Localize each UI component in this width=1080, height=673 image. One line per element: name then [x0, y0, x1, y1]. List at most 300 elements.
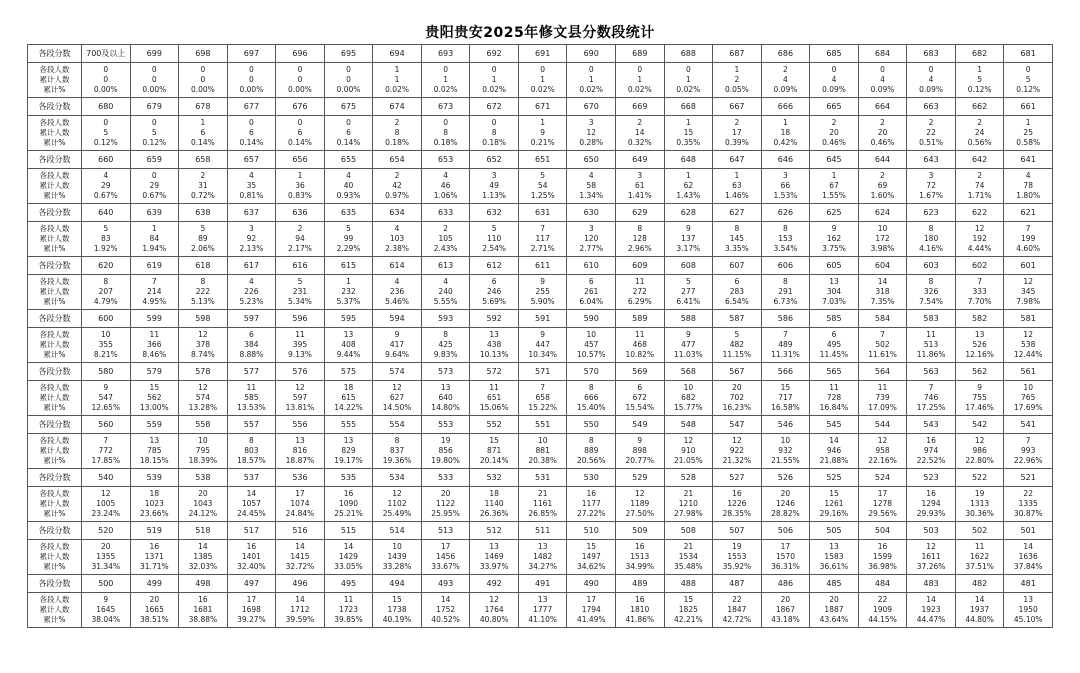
cumulative-count: 5 — [977, 75, 982, 84]
score-label: 各段分数 — [28, 204, 82, 222]
stats-cell — [130, 63, 179, 98]
cumulative-count: 1294 — [921, 499, 941, 508]
cumulative-count: 1497 — [581, 552, 601, 561]
cumulative-percent: 21.55% — [771, 456, 800, 465]
cumulative-count: 1023 — [144, 499, 164, 508]
stats-cell — [664, 328, 713, 363]
cumulative-percent: 36.61% — [819, 562, 849, 571]
segment-count: 4 — [588, 171, 594, 180]
stats-cell — [130, 275, 179, 310]
segment-count: 12 — [635, 489, 645, 498]
stats-cell — [518, 222, 567, 257]
cumulative-count: 658 — [535, 393, 550, 402]
cumulative-count: 1456 — [436, 552, 456, 561]
stats-cell — [616, 434, 665, 469]
cumulative-percent: 39.59% — [285, 615, 315, 624]
segment-count: 13 — [295, 436, 305, 445]
stats-cell — [227, 116, 276, 151]
segment-count: 22 — [1023, 489, 1033, 498]
cumulative-count: 1681 — [193, 605, 213, 614]
cumulative-percent: 0.46% — [870, 138, 895, 147]
score-cell: 636 — [276, 204, 325, 222]
stats-cell — [227, 63, 276, 98]
cumulative-percent: 41.10% — [528, 615, 557, 624]
cumulative-count: 1923 — [921, 605, 941, 614]
score-cell: 510 — [567, 522, 616, 540]
score-cell: 632 — [470, 204, 519, 222]
stats-cell — [955, 381, 1004, 416]
score-cell: 680 — [82, 98, 131, 116]
score-cell: 490 — [567, 575, 616, 593]
segment-count: 1 — [734, 65, 740, 74]
score-cell: 561 — [1004, 363, 1053, 381]
stats-cell — [227, 275, 276, 310]
cumulative-count: 120 — [584, 234, 599, 243]
percent-label: 累计% — [43, 138, 66, 147]
cumulative-percent: 5.13% — [190, 297, 215, 306]
cumulative-count: 1764 — [484, 605, 504, 614]
cumulative-count: 1825 — [678, 605, 698, 614]
stats-cell — [810, 275, 859, 310]
cumulative-percent: 0.56% — [967, 138, 992, 147]
stats-cell — [810, 434, 859, 469]
stats-cell — [470, 169, 519, 204]
score-cell: 638 — [179, 204, 228, 222]
cumulative-percent: 25.21% — [334, 509, 363, 518]
cumulative-percent: 13.81% — [285, 403, 315, 412]
stats-cell — [955, 593, 1004, 628]
cumulative-count: 1429 — [338, 552, 359, 561]
stats-cell — [179, 169, 228, 204]
stats-row — [28, 116, 1053, 151]
score-cell: 652 — [470, 151, 519, 169]
cumulative-count: 1645 — [96, 605, 116, 614]
cumulative-percent: 32.40% — [237, 562, 266, 571]
segment-count: 20 — [101, 542, 111, 551]
segment-count: 12 — [683, 436, 694, 445]
cumulative-percent: 37.84% — [1013, 562, 1043, 571]
segment-count: 4 — [1025, 171, 1031, 180]
segment-count: 0 — [443, 118, 448, 127]
stats-cell — [421, 116, 470, 151]
score-cell: 633 — [421, 204, 470, 222]
cumulative-percent: 11.45% — [819, 350, 849, 359]
segment-count: 0 — [443, 65, 448, 74]
cumulative-percent: 1.41% — [627, 191, 652, 200]
cumulative-count: 1752 — [436, 605, 456, 614]
segment-count: 0 — [346, 118, 351, 127]
cumulative-percent: 34.62% — [576, 562, 606, 571]
segment-count: 2 — [200, 171, 206, 180]
stats-row — [28, 169, 1053, 204]
stats-cell — [616, 593, 665, 628]
stats-cell — [179, 381, 228, 416]
score-cell: 621 — [1004, 204, 1053, 222]
cumulative-count: 4 — [928, 75, 934, 84]
score-cell: 575 — [324, 363, 373, 381]
stats-cell — [1004, 540, 1053, 575]
cumulative-count: 318 — [875, 287, 890, 296]
score-cell: 549 — [616, 416, 665, 434]
score-cell: 686 — [761, 45, 810, 63]
stats-row — [28, 328, 1053, 363]
score-cell: 582 — [955, 310, 1004, 328]
cumulative-count: 1665 — [144, 605, 164, 614]
cumulative-count: 72 — [926, 181, 936, 190]
cumulative-label: 累计人数 — [39, 393, 70, 402]
score-cell: 577 — [227, 363, 276, 381]
stats-cell — [858, 275, 907, 310]
cumulative-count: 63 — [732, 181, 742, 190]
segment-count: 20 — [829, 595, 839, 604]
cumulative-count: 1 — [637, 75, 643, 84]
stats-cell — [470, 487, 519, 522]
cumulative-count: 986 — [972, 446, 987, 455]
stats-cell — [130, 328, 179, 363]
cumulative-count: 255 — [535, 287, 550, 296]
cumulative-count: 856 — [438, 446, 453, 455]
stats-cell — [373, 381, 422, 416]
cumulative-count: 1712 — [290, 605, 310, 614]
cumulative-percent: 44.15% — [868, 615, 897, 624]
score-row — [28, 204, 1053, 222]
cumulative-percent: 29.93% — [916, 509, 946, 518]
percent-label: 累计% — [43, 562, 66, 571]
stats-cell — [1004, 63, 1053, 98]
cumulative-count: 20 — [829, 128, 839, 137]
score-cell: 511 — [518, 522, 567, 540]
score-cell: 642 — [955, 151, 1004, 169]
score-cell: 578 — [179, 363, 228, 381]
cumulative-percent: 15.06% — [479, 403, 509, 412]
score-cell: 611 — [518, 257, 567, 275]
segment-count: 13 — [489, 330, 499, 339]
score-label: 各段分数 — [28, 522, 82, 540]
score-cell: 677 — [227, 98, 276, 116]
cumulative-count: 1738 — [387, 605, 407, 614]
score-cell: 586 — [761, 310, 810, 328]
stats-cell — [810, 540, 859, 575]
stats-label — [28, 328, 82, 363]
percent-label: 累计% — [43, 244, 66, 253]
score-cell: 497 — [227, 575, 276, 593]
cumulative-count: 502 — [875, 340, 890, 349]
stats-cell — [1004, 116, 1053, 151]
segment-count: 3 — [249, 224, 254, 233]
stats-cell — [518, 381, 567, 416]
stats-cell — [1004, 275, 1053, 310]
cumulative-percent: 34.99% — [625, 562, 655, 571]
segment-count: 17 — [586, 595, 597, 604]
segment-count: 13 — [149, 436, 160, 445]
cumulative-percent: 18.15% — [140, 456, 169, 465]
segment-count: 2 — [394, 171, 400, 180]
stats-cell — [470, 540, 519, 575]
score-cell: 484 — [858, 575, 907, 593]
stats-cell — [227, 487, 276, 522]
cumulative-count: 36 — [295, 181, 305, 190]
segment-count: 0 — [249, 65, 254, 74]
score-cell: 551 — [518, 416, 567, 434]
cumulative-count: 477 — [681, 340, 696, 349]
segment-count: 16 — [926, 436, 936, 445]
cumulative-count: 1161 — [533, 499, 553, 508]
cumulative-count: 672 — [632, 393, 647, 402]
stats-cell — [421, 63, 470, 98]
stats-cell — [421, 222, 470, 257]
cumulative-count: 110 — [486, 234, 502, 243]
cumulative-percent: 2.17% — [288, 244, 312, 253]
stats-cell — [858, 434, 907, 469]
cumulative-count: 1439 — [387, 552, 407, 561]
stats-cell — [907, 540, 956, 575]
score-row — [28, 98, 1053, 116]
score-cell: 509 — [616, 522, 665, 540]
stats-cell — [567, 63, 616, 98]
cumulative-percent: 0.00% — [93, 85, 118, 94]
cumulative-percent: 9.13% — [288, 350, 312, 359]
stats-cell — [82, 222, 131, 257]
score-cell: 565 — [810, 363, 859, 381]
segment-count: 14 — [926, 595, 936, 604]
segment-count: 16 — [926, 489, 936, 498]
segment-count: 0 — [540, 65, 546, 74]
segment-count: 4 — [394, 277, 400, 286]
segment-count: 16 — [732, 489, 742, 498]
score-cell: 520 — [82, 522, 131, 540]
cumulative-count: 1553 — [727, 552, 747, 561]
segment-count: 4 — [394, 224, 400, 233]
score-cell: 566 — [761, 363, 810, 381]
stats-cell — [82, 169, 131, 204]
score-cell: 625 — [810, 204, 859, 222]
score-cell: 648 — [664, 151, 713, 169]
stats-cell — [907, 487, 956, 522]
stats-cell — [955, 169, 1004, 204]
score-cell: 564 — [858, 363, 907, 381]
score-cell: 542 — [955, 416, 1004, 434]
cumulative-percent: 6.54% — [724, 297, 749, 306]
cumulative-percent: 0.02% — [579, 85, 604, 94]
cumulative-percent: 0.97% — [385, 191, 409, 200]
score-cell: 676 — [276, 98, 325, 116]
segment-count: 8 — [783, 277, 788, 286]
cumulative-count: 345 — [1021, 287, 1036, 296]
score-cell: 588 — [664, 310, 713, 328]
cumulative-count: 222 — [195, 287, 211, 296]
score-cell: 690 — [567, 45, 616, 63]
cumulative-percent: 40.52% — [431, 615, 460, 624]
segment-count: 5 — [734, 330, 740, 339]
score-cell: 601 — [1004, 257, 1053, 275]
segment-count: 15 — [683, 595, 694, 604]
segment-count: 17 — [877, 489, 888, 498]
cumulative-percent: 43.64% — [819, 615, 849, 624]
cumulative-count: 1226 — [727, 499, 747, 508]
stats-cell — [518, 593, 567, 628]
cumulative-count: 12 — [586, 128, 597, 137]
segment-count: 19 — [440, 436, 451, 445]
cumulative-count: 117 — [535, 234, 550, 243]
stats-cell — [858, 328, 907, 363]
score-cell: 700及以上 — [82, 45, 131, 63]
score-cell: 530 — [567, 469, 616, 487]
segment-count: 3 — [783, 171, 788, 180]
cumulative-count: 898 — [632, 446, 647, 455]
cumulative-count: 128 — [632, 234, 647, 243]
stats-label — [28, 275, 82, 310]
stats-cell — [858, 63, 907, 98]
cumulative-percent: 9.44% — [336, 350, 361, 359]
cumulative-percent: 14.22% — [334, 403, 363, 412]
cumulative-count: 246 — [486, 287, 502, 296]
segment-count: 2 — [977, 118, 982, 127]
stats-cell — [713, 540, 762, 575]
score-label: 各段分数 — [28, 310, 82, 328]
cumulative-count: 1385 — [193, 552, 213, 561]
cumulative-percent: 0.00% — [190, 85, 215, 94]
segment-count: 9 — [685, 224, 691, 233]
score-cell: 671 — [518, 98, 567, 116]
segment-count: 14 — [198, 542, 208, 551]
segment-count: 16 — [586, 489, 597, 498]
stats-cell — [470, 434, 519, 469]
cumulative-count: 31 — [198, 181, 208, 190]
stats-cell — [82, 540, 131, 575]
stats-cell — [810, 487, 859, 522]
stats-cell — [130, 169, 179, 204]
segment-count: 5 — [297, 277, 303, 286]
stats-cell — [761, 275, 810, 310]
score-cell: 505 — [810, 522, 859, 540]
score-cell: 576 — [276, 363, 325, 381]
stats-cell — [616, 63, 665, 98]
cumulative-count: 1482 — [533, 552, 553, 561]
cumulative-percent: 0.14% — [288, 138, 312, 147]
cumulative-count: 1937 — [970, 605, 990, 614]
segment-count: 1 — [346, 277, 351, 286]
score-cell: 528 — [664, 469, 713, 487]
cumulative-count: 1 — [491, 75, 497, 84]
cumulative-count: 1723 — [338, 605, 359, 614]
cumulative-count: 74 — [974, 181, 985, 190]
cumulative-count: 1847 — [727, 605, 747, 614]
segment-count: 13 — [489, 542, 499, 551]
segment-count: 8 — [637, 224, 643, 233]
cumulative-count: 615 — [341, 393, 356, 402]
cumulative-percent: 0.09% — [919, 85, 943, 94]
cumulative-count: 640 — [438, 393, 453, 402]
cumulative-percent: 0.09% — [773, 85, 798, 94]
cumulative-count: 54 — [537, 181, 548, 190]
cumulative-percent: 5.23% — [239, 297, 264, 306]
segment-count: 14 — [246, 489, 257, 498]
cumulative-percent: 0.21% — [530, 138, 555, 147]
cumulative-percent: 12.44% — [1013, 350, 1043, 359]
stats-cell — [227, 540, 276, 575]
score-cell: 574 — [373, 363, 422, 381]
segment-count: 14 — [343, 542, 354, 551]
cumulative-count: 0 — [249, 75, 254, 84]
segment-count: 9 — [103, 595, 109, 604]
stats-label — [28, 593, 82, 628]
cumulative-count: 8 — [491, 128, 497, 137]
cumulative-count: 562 — [147, 393, 162, 402]
stats-cell — [761, 593, 810, 628]
score-cell: 605 — [810, 257, 859, 275]
cumulative-percent: 8.74% — [190, 350, 215, 359]
cumulative-percent: 3.98% — [870, 244, 895, 253]
stats-label — [28, 487, 82, 522]
stats-cell — [518, 63, 567, 98]
stats-cell — [810, 63, 859, 98]
cumulative-percent: 0.42% — [773, 138, 798, 147]
cumulative-percent: 0.39% — [724, 138, 749, 147]
score-cell: 521 — [1004, 469, 1053, 487]
segment-count: 7 — [540, 383, 546, 392]
score-row — [28, 45, 1053, 63]
cumulative-count: 666 — [584, 393, 599, 402]
segment-count: 16 — [635, 542, 645, 551]
segment-count: 10 — [392, 542, 402, 551]
cumulative-count: 1909 — [872, 605, 893, 614]
stats-cell — [616, 540, 665, 575]
segment-count: 4 — [443, 277, 448, 286]
segment-count: 11 — [829, 383, 839, 392]
segment-count: 10 — [877, 224, 888, 233]
cumulative-percent: 0.14% — [336, 138, 361, 147]
stats-cell — [955, 328, 1004, 363]
segment-count: 20 — [732, 383, 742, 392]
stats-cell — [276, 381, 325, 416]
cumulative-count: 1622 — [970, 552, 990, 561]
cumulative-count: 24 — [974, 128, 985, 137]
cumulative-count: 871 — [486, 446, 502, 455]
cumulative-count: 1534 — [678, 552, 698, 561]
score-cell: 533 — [421, 469, 470, 487]
segment-count: 19 — [732, 542, 742, 551]
stats-cell — [810, 116, 859, 151]
cumulative-count: 103 — [389, 234, 405, 243]
cumulative-percent: 0.12% — [967, 85, 992, 94]
stats-cell — [324, 63, 373, 98]
stats-cell — [276, 169, 325, 204]
cumulative-percent: 0.18% — [482, 138, 507, 147]
cumulative-count: 0 — [151, 75, 157, 84]
stats-cell — [761, 381, 810, 416]
score-cell: 644 — [858, 151, 907, 169]
cumulative-label: 累计人数 — [39, 552, 70, 561]
segment-count: 1 — [685, 118, 691, 127]
cumulative-percent: 0.72% — [190, 191, 215, 200]
cumulative-count: 272 — [632, 287, 647, 296]
cumulative-percent: 1.55% — [822, 191, 846, 200]
score-cell: 695 — [324, 45, 373, 63]
score-cell: 675 — [324, 98, 373, 116]
segment-count: 14 — [295, 595, 305, 604]
segment-count: 11 — [246, 383, 257, 392]
cumulative-percent: 9.83% — [433, 350, 458, 359]
cumulative-percent: 7.03% — [822, 297, 846, 306]
segment-count: 1 — [151, 224, 157, 233]
cumulative-percent: 4.79% — [93, 297, 118, 306]
cumulative-percent: 23.66% — [140, 509, 169, 518]
cumulative-count: 682 — [681, 393, 696, 402]
cumulative-count: 1074 — [290, 499, 310, 508]
cumulative-percent: 3.75% — [822, 244, 846, 253]
cumulative-percent: 8.21% — [93, 350, 118, 359]
score-cell: 481 — [1004, 575, 1053, 593]
